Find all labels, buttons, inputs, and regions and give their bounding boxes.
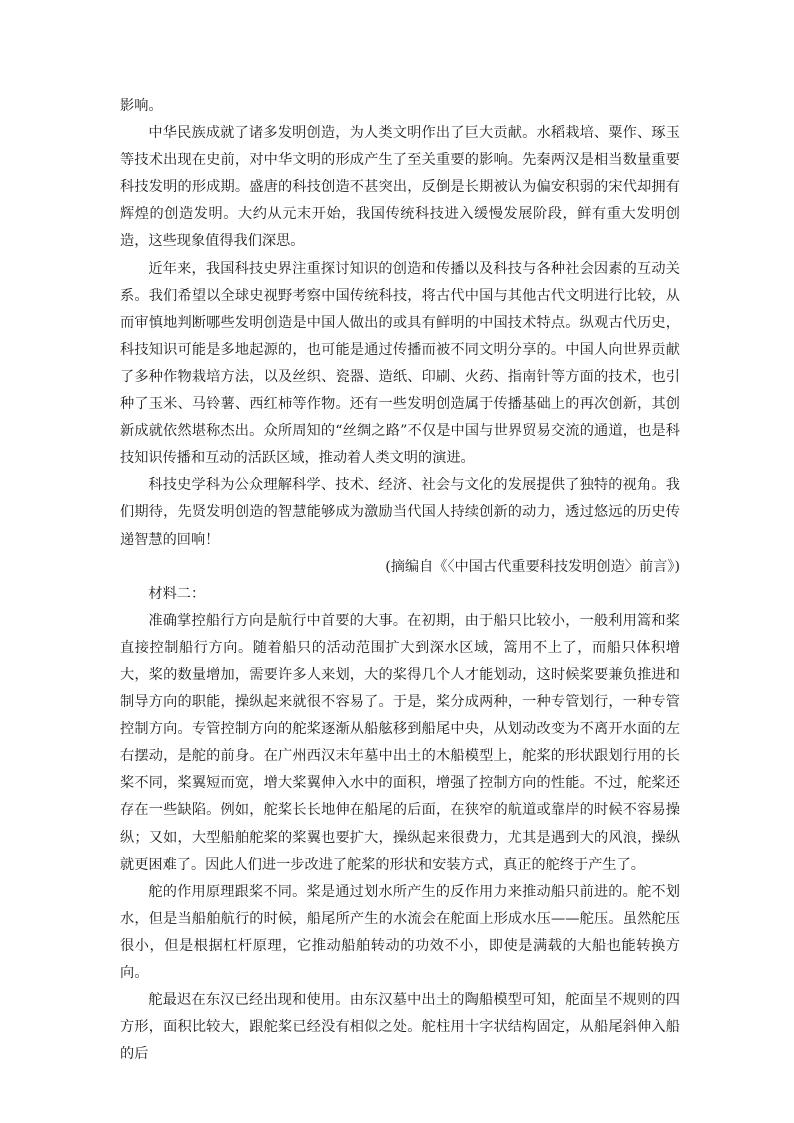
paragraph-rudder-principle: 舵的作用原理跟桨不同。桨是通过划水所产生的反作用力来推动船只前进的。舵不划水，但是当船舶航行的时候，船尾所产生的水流会在舵面上形成水压——舵压。虽然舵压很小，但是根据杠杆原理，它推动船舶转动的功效不小，即使是满载的大船也能转换方向。 bbox=[120, 883, 680, 981]
paragraph-research-approach: 近年来，我国科技史界注重探讨知识的创造和传播以及科技与各种社会因素的互动关系。我们希望以全球史视野考察中国传统科技，将古代中国与其他古代文明进行比较，从而审慎地判断哪些发明创造是中国人做出的或具有鲜明的中国技术特点。纵观古代历史，科技知识可能是多地起源的，也可能是通过传播而被不同文明分享的。中国人向世界贡献了多种作物栽培方法，以及丝织、瓷器、造纸、印刷、火药、指南针等方面的技术，也引种了玉米、马铃薯、西红柿等作物。还有一些发明创造属于传播基础上的再次创新，其创新成就依然堪称杰出。众所周知的“丝绸之路”不仅是中国与世界贸易交流的通道，也是科技知识传播和互动的活跃区域，推动着人类文明的演进。 bbox=[120, 260, 680, 467]
material-two-heading: 材料二： bbox=[148, 585, 206, 602]
source-citation: (摘编自《〈中国古代重要科技发明创造〉前言》) bbox=[385, 558, 680, 575]
paragraph-continuation: 影响。 bbox=[120, 98, 163, 114]
paragraph-steering-oar: 准确掌控船行方向是航行中首要的大事。在初期，由于船只比较小，一般利用篙和桨直接控制船行方向。随着船只的活动范围扩大到深水区域，篙用不上了，而船只体积增大，桨的数量增加，需要许多人来划，大的桨得几个人才能划动，这时候桨要兼负推进和制导方向的职能，操纵起来就很不容易了。于是，桨分成两种，一种专管划行，一种专管控制方向。专管控制方向的舵桨逐渐从船舷移到船尾中央，从划动改变为不离开水面的左右摆动，是舵的前身。在广州西汉末年墓中出土的木船模型上，舵桨的形状跟划行用的长桨不同，桨翼短而宽，增大桨翼伸入水中的面积，增强了控制方向的性能。不过，舵桨还存在一些缺陷。例如，舵桨长长地伸在船尾的后面，在狭窄的航道或靠岸的时候不容易操纵；又如，大型船舶舵桨的桨翼也要扩大，操纵起来很费力，尤其是遇到大的风浪，操纵就更困难了。因此人们进一步改进了舵桨的形状和安装方式，真正的舵终于产生了。 bbox=[120, 612, 680, 873]
paragraph-invention-overview: 中华民族成就了诸多发明创造，为人类文明作出了巨大贡献。水稻栽培、粟作、琢玉等技术出现在史前，对中华文明的形成产生了至关重要的影响。先秦两汉是相当数量重要科技发明的形成期。盛唐的科技创造不甚突出，反倒是长期被认为偏安积弱的宋代却拥有辉煌的创造发明。大约从元末开始，我国传统科技进入缓慢发展阶段，鲜有重大发明创造，这些现象值得我们深思。 bbox=[120, 125, 680, 250]
paragraph-discipline-outlook: 科技史学科为公众理解科学、技术、经济、社会与文化的发展提供了独特的视角。我们期待，先贤发明创造的智慧能够成为激励当代国人持续创新的动力，透过悠远的历史传递智慧的回响！ bbox=[120, 477, 680, 548]
document-body bbox=[120, 93, 680, 1068]
paragraph-rudder-origin: 舵最迟在东汉已经出现和使用。由东汉墓中出土的陶船模型可知，舵面呈不规则的四方形，面积比较大，跟舵桨已经没有相似之处。舵柱用十字状结构固定，从船尾斜伸入船的后 bbox=[120, 992, 680, 1063]
